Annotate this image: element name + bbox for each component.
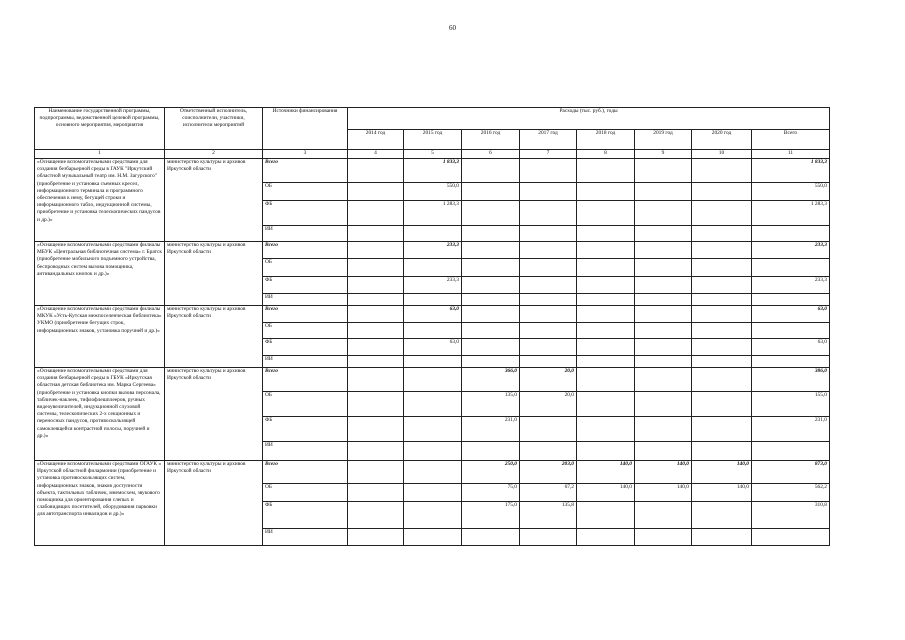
expense-value: 310,8 xyxy=(752,502,830,529)
expense-value xyxy=(635,368,692,392)
header-executor: Ответственный исполнитель, соисполнители, участники, исполнители мероприятий xyxy=(165,108,263,150)
expense-value: 140,0 xyxy=(635,484,692,502)
funding-source: ФБ xyxy=(263,339,348,356)
expense-value xyxy=(520,294,577,306)
expense-value: 63,0 xyxy=(404,306,462,323)
expense-value: 63,0 xyxy=(752,306,830,323)
expense-value: 155,0 xyxy=(752,392,830,417)
table-row xyxy=(35,461,830,484)
expense-value xyxy=(520,339,577,356)
column-number: 3 xyxy=(263,150,348,159)
expense-value xyxy=(752,323,830,339)
expense-value xyxy=(348,502,404,529)
expense-value xyxy=(404,502,462,529)
activity-executor: министерство культуры и архивов Иркутской области xyxy=(165,159,263,242)
column-number: 1 xyxy=(35,150,165,159)
expense-value xyxy=(462,442,520,461)
expense-value: 67,2 xyxy=(520,484,577,502)
expense-value: 386,0 xyxy=(752,368,830,392)
header-year-7: 2020 год xyxy=(692,130,752,150)
expense-value xyxy=(462,242,520,259)
funding-source: ОБ xyxy=(263,183,348,201)
expense-value xyxy=(520,242,577,259)
expense-value xyxy=(348,392,404,417)
expense-value xyxy=(635,442,692,461)
expense-value: 562,2 xyxy=(752,484,830,502)
activity-description: «Оснащение вспомогательными средствами для создания безбарьерной среды в ГАУК "Иркутский областной музыкальный театр им. Н.М. Загурского" (приобретение и установка съемных кресел, информационного терминала и программного обеспечения к нему, бегущей строки и информационного табло, индукционной системы, приобретение и установка телескопических пандусов и др.)» xyxy=(35,159,165,242)
expense-value xyxy=(404,368,462,392)
expense-value xyxy=(348,442,404,461)
expense-value xyxy=(404,417,462,442)
activity-executor: министерство культуры и архивов Иркутской области xyxy=(165,368,263,461)
expense-value xyxy=(635,502,692,529)
column-number: 10 xyxy=(692,150,752,159)
expense-value xyxy=(752,356,830,368)
activity-executor: министерство культуры и архивов Иркутской области xyxy=(165,306,263,368)
expense-value xyxy=(520,159,577,183)
expense-value xyxy=(692,201,752,226)
column-number: 7 xyxy=(520,150,577,159)
expense-value: 135,0 xyxy=(462,392,520,417)
header-year-6: 2019 год xyxy=(635,130,692,150)
expense-value xyxy=(577,356,635,368)
expense-value xyxy=(635,339,692,356)
expense-value: 63,0 xyxy=(404,339,462,356)
expense-value xyxy=(577,226,635,242)
expense-value xyxy=(404,226,462,242)
expense-value xyxy=(348,323,404,339)
expense-value xyxy=(462,201,520,226)
expense-value xyxy=(462,259,520,277)
expense-value xyxy=(692,259,752,277)
expense-value xyxy=(577,183,635,201)
expense-value: 140,0 xyxy=(692,461,752,484)
header-year-2: 2015 год xyxy=(404,130,462,150)
expense-value xyxy=(404,442,462,461)
expense-value xyxy=(520,442,577,461)
expense-value xyxy=(462,356,520,368)
expense-value: 233,3 xyxy=(404,277,462,294)
expense-value: 75,0 xyxy=(462,484,520,502)
expense-value: 140,0 xyxy=(577,461,635,484)
header-year-3: 2016 год xyxy=(462,130,520,150)
funding-source: Всего xyxy=(263,306,348,323)
expense-value xyxy=(635,392,692,417)
expense-value: 550,0 xyxy=(752,183,830,201)
expense-value xyxy=(635,159,692,183)
expense-value xyxy=(635,201,692,226)
expense-value: 140,0 xyxy=(635,461,692,484)
expense-value xyxy=(462,226,520,242)
funding-source: ИИ xyxy=(263,442,348,461)
expense-value: 20,0 xyxy=(520,392,577,417)
expense-value xyxy=(635,529,692,546)
expense-value: 1 833,3 xyxy=(404,159,462,183)
expense-value: 140,0 xyxy=(692,484,752,502)
expense-value xyxy=(348,294,404,306)
activity-executor: министерство культуры и архивов Иркутской области xyxy=(165,461,263,546)
expense-value xyxy=(577,368,635,392)
expense-value xyxy=(404,484,462,502)
expense-value: 1 833,3 xyxy=(752,159,830,183)
expense-value xyxy=(692,442,752,461)
expense-value xyxy=(404,461,462,484)
expense-value xyxy=(692,242,752,259)
expense-value xyxy=(692,183,752,201)
expense-value: 366,0 xyxy=(462,368,520,392)
expense-value: 1 283,3 xyxy=(752,201,830,226)
funding-source: ИИ xyxy=(263,294,348,306)
column-number: 11 xyxy=(752,150,830,159)
expense-value xyxy=(348,339,404,356)
expense-value xyxy=(577,201,635,226)
expense-value xyxy=(348,417,404,442)
table-row xyxy=(35,242,830,259)
expense-value: 233,3 xyxy=(752,277,830,294)
funding-source: ОБ xyxy=(263,392,348,417)
expense-value xyxy=(520,259,577,277)
expense-value xyxy=(462,323,520,339)
expense-value xyxy=(462,306,520,323)
activity-executor: министерство культуры и архивов Иркутской области xyxy=(165,242,263,306)
expense-value xyxy=(348,461,404,484)
expense-value xyxy=(635,356,692,368)
expense-value xyxy=(635,417,692,442)
expense-value xyxy=(692,368,752,392)
expense-value xyxy=(577,159,635,183)
expense-value xyxy=(404,259,462,277)
header-source: Источники финансирования xyxy=(263,108,348,150)
expense-value xyxy=(692,226,752,242)
expense-value xyxy=(635,242,692,259)
column-number: 2 xyxy=(165,150,263,159)
expense-value xyxy=(692,306,752,323)
expense-value: 175,0 xyxy=(462,502,520,529)
funding-source: ФБ xyxy=(263,417,348,442)
expense-value xyxy=(348,484,404,502)
expense-value xyxy=(577,306,635,323)
funding-source: ФБ xyxy=(263,502,348,529)
expense-value xyxy=(520,306,577,323)
expense-value xyxy=(348,201,404,226)
funding-source: ИИ xyxy=(263,226,348,242)
expense-value xyxy=(692,277,752,294)
expense-value xyxy=(404,323,462,339)
funding-source: Всего xyxy=(263,461,348,484)
expense-value xyxy=(462,277,520,294)
expense-value: 140,0 xyxy=(577,484,635,502)
expense-value xyxy=(577,529,635,546)
expense-value xyxy=(577,277,635,294)
expense-value xyxy=(635,323,692,339)
column-number: 5 xyxy=(404,150,462,159)
expense-value xyxy=(752,442,830,461)
expense-value xyxy=(577,392,635,417)
expense-value xyxy=(692,294,752,306)
expense-value xyxy=(348,242,404,259)
expense-value xyxy=(348,159,404,183)
expense-value xyxy=(520,529,577,546)
expense-value xyxy=(462,159,520,183)
expense-value xyxy=(692,356,752,368)
expense-value xyxy=(577,502,635,529)
header-expenses: Расходы (тыс. руб.), годы xyxy=(348,108,830,130)
expense-value xyxy=(520,201,577,226)
expense-value xyxy=(462,529,520,546)
activity-description: «Оснащение вспомогательными средствами ОГАУК « Иркутской областной филармонии (приобретение и установка противоскользящих систем, информационных знаков, знаков доступности объекта, тактильных табличек, мнемосхем, звукового помощника для ориентирования слепых и слабовидящих посетителей, оборудования парковки для автотранспорта инвалидов и др.)» xyxy=(35,461,165,546)
page-number: 60 xyxy=(449,24,456,32)
activity-description: «Оснащение вспомогательными средствами филиалы МКУК «Усть-Кутская межпоселенческая библиотека» УКМО (приобретение бегущих строк, информационных знаков, установка поручней и др.)» xyxy=(35,306,165,368)
expense-value: 203,0 xyxy=(520,461,577,484)
funding-source: Всего xyxy=(263,159,348,183)
header-program: Наименование государственной программы, подпрограммы, ведомственной целевой программы, основного мероприятия, мероприятия xyxy=(35,108,165,150)
expense-value xyxy=(577,417,635,442)
expense-value xyxy=(752,226,830,242)
column-number: 9 xyxy=(635,150,692,159)
table-row xyxy=(35,159,830,183)
expense-value xyxy=(520,277,577,294)
expense-value xyxy=(348,356,404,368)
expense-value xyxy=(404,392,462,417)
funding-source: ОБ xyxy=(263,323,348,339)
expense-value xyxy=(348,259,404,277)
expense-value xyxy=(348,368,404,392)
expense-value xyxy=(577,294,635,306)
funding-source: ИИ xyxy=(263,356,348,368)
expense-value: 550,0 xyxy=(404,183,462,201)
column-number: 8 xyxy=(577,150,635,159)
expense-value: 1 283,3 xyxy=(404,201,462,226)
expense-value xyxy=(404,529,462,546)
expense-value xyxy=(348,306,404,323)
expense-value xyxy=(520,226,577,242)
expense-value: 231,0 xyxy=(462,417,520,442)
header-year-8: Всего xyxy=(752,130,830,150)
expense-value xyxy=(635,259,692,277)
expense-value xyxy=(692,417,752,442)
activity-description: «Оснащение вспомогательными средствами филиалы МБУК «Центральная библиотечная система» г. Братск (приобретение мобильного подъемного устройства, беспроводных систем вызова помощника, антивандальных кнопок и др.)» xyxy=(35,242,165,306)
expense-value xyxy=(520,183,577,201)
funding-source: ОБ xyxy=(263,259,348,277)
header-year-4: 2017 год xyxy=(520,130,577,150)
expense-value xyxy=(692,339,752,356)
expense-value xyxy=(692,159,752,183)
expense-value: 135,8 xyxy=(520,502,577,529)
expense-value xyxy=(577,339,635,356)
expense-value xyxy=(348,226,404,242)
expense-value xyxy=(348,529,404,546)
funding-source: Всего xyxy=(263,242,348,259)
expense-value xyxy=(404,294,462,306)
expense-value xyxy=(752,259,830,277)
table-row xyxy=(35,368,830,392)
expense-value xyxy=(462,183,520,201)
expense-value: 250,0 xyxy=(462,461,520,484)
expense-value xyxy=(692,529,752,546)
expense-value xyxy=(635,226,692,242)
expense-value: 63,0 xyxy=(752,339,830,356)
expense-value xyxy=(692,392,752,417)
expense-value xyxy=(462,339,520,356)
expense-value xyxy=(752,529,830,546)
expense-value xyxy=(577,242,635,259)
expense-value xyxy=(635,294,692,306)
header-year-5: 2018 год xyxy=(577,130,635,150)
expense-value xyxy=(577,323,635,339)
expense-value xyxy=(520,356,577,368)
funding-source: Всего xyxy=(263,368,348,392)
column-number: 4 xyxy=(348,150,404,159)
expense-value xyxy=(404,356,462,368)
header-year-1: 2014 год xyxy=(348,130,404,150)
activity-description: «Оснащение вспомогательными средствами для создания безбарьерной среды в ГБУК «Иркутская областная детская библиотека им. Марка Сергеева» (приобретение и установка кнопки вызова персонала, табличек-наклеек, тифлофлешплееров, ручных видеоувеличителей, индукционной слуховой системы, телескопических 2-х секционных и переносных пандусов, противоскользящей самоклеящейся контрастной полосы, поручней и др.)» xyxy=(35,368,165,461)
funding-source: ОБ xyxy=(263,484,348,502)
expense-value: 233,3 xyxy=(404,242,462,259)
expense-value xyxy=(577,259,635,277)
expense-value: 233,3 xyxy=(752,242,830,259)
expense-value xyxy=(635,183,692,201)
expense-value xyxy=(577,442,635,461)
expense-value xyxy=(348,183,404,201)
expense-value xyxy=(348,277,404,294)
expense-value xyxy=(520,417,577,442)
funding-source: ИИ xyxy=(263,529,348,546)
expense-value xyxy=(462,294,520,306)
table-row xyxy=(35,306,830,323)
expense-value xyxy=(635,277,692,294)
expense-value xyxy=(752,294,830,306)
column-number: 6 xyxy=(462,150,520,159)
expense-value xyxy=(635,306,692,323)
expense-value: 20,0 xyxy=(520,368,577,392)
expense-value xyxy=(692,323,752,339)
financing-table xyxy=(34,107,830,546)
expense-value: 231,0 xyxy=(752,417,830,442)
expense-value xyxy=(692,502,752,529)
funding-source: ФБ xyxy=(263,277,348,294)
funding-source: ФБ xyxy=(263,201,348,226)
expense-value: 873,0 xyxy=(752,461,830,484)
expense-value xyxy=(520,323,577,339)
